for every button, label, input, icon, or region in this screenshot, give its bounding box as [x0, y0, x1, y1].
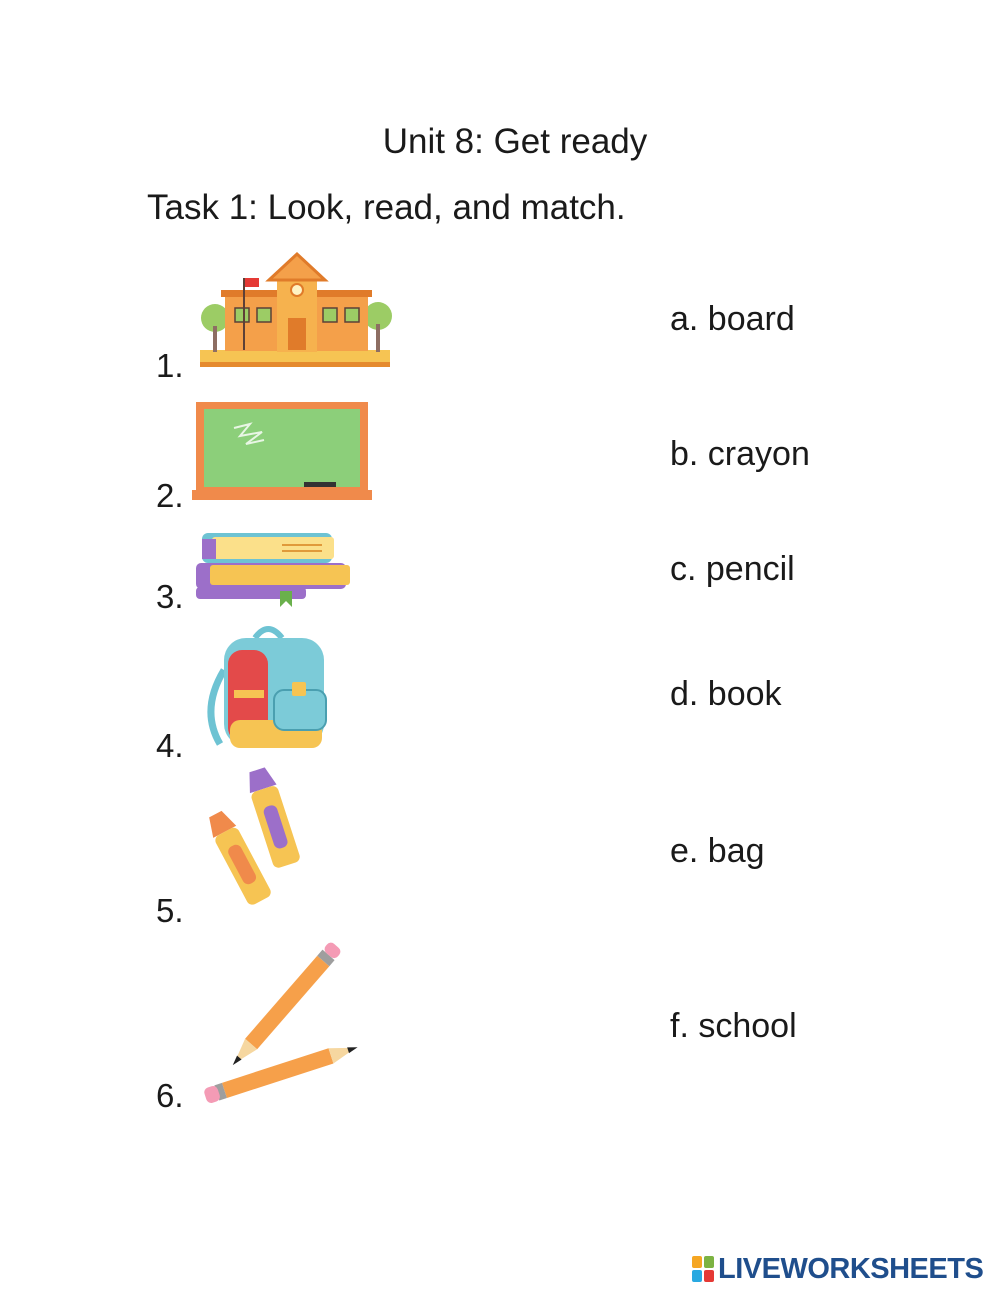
school-icon[interactable]: [195, 250, 400, 375]
option-e[interactable]: e. bag: [670, 832, 765, 870]
task-instruction: Task 1: Look, read, and match.: [147, 188, 626, 227]
option-d[interactable]: d. book: [670, 675, 782, 713]
crayons-icon[interactable]: [205, 765, 315, 915]
worksheet-title: Unit 8: Get ready: [382, 122, 648, 161]
item-number-6: 6.: [156, 1077, 184, 1114]
liveworksheets-logo: [692, 1252, 983, 1286]
brand-text: LIVEWORKSHEETS: [718, 1252, 984, 1285]
brand-mark-icon: [692, 1256, 714, 1282]
option-b[interactable]: b. crayon: [670, 435, 810, 473]
pencils-icon[interactable]: [192, 935, 362, 1110]
option-c[interactable]: c. pencil: [670, 550, 795, 588]
item-number-3: 3.: [156, 578, 184, 615]
board-icon[interactable]: [192, 400, 374, 504]
item-number-2: 2.: [156, 477, 184, 514]
option-f[interactable]: f. school: [670, 1007, 797, 1045]
bag-icon[interactable]: [200, 620, 335, 755]
item-number-1: 1.: [156, 347, 184, 384]
item-number-4: 4.: [156, 727, 184, 764]
books-icon[interactable]: [192, 525, 360, 610]
item-number-5: 5.: [156, 892, 184, 929]
option-a[interactable]: a. board: [670, 300, 795, 338]
